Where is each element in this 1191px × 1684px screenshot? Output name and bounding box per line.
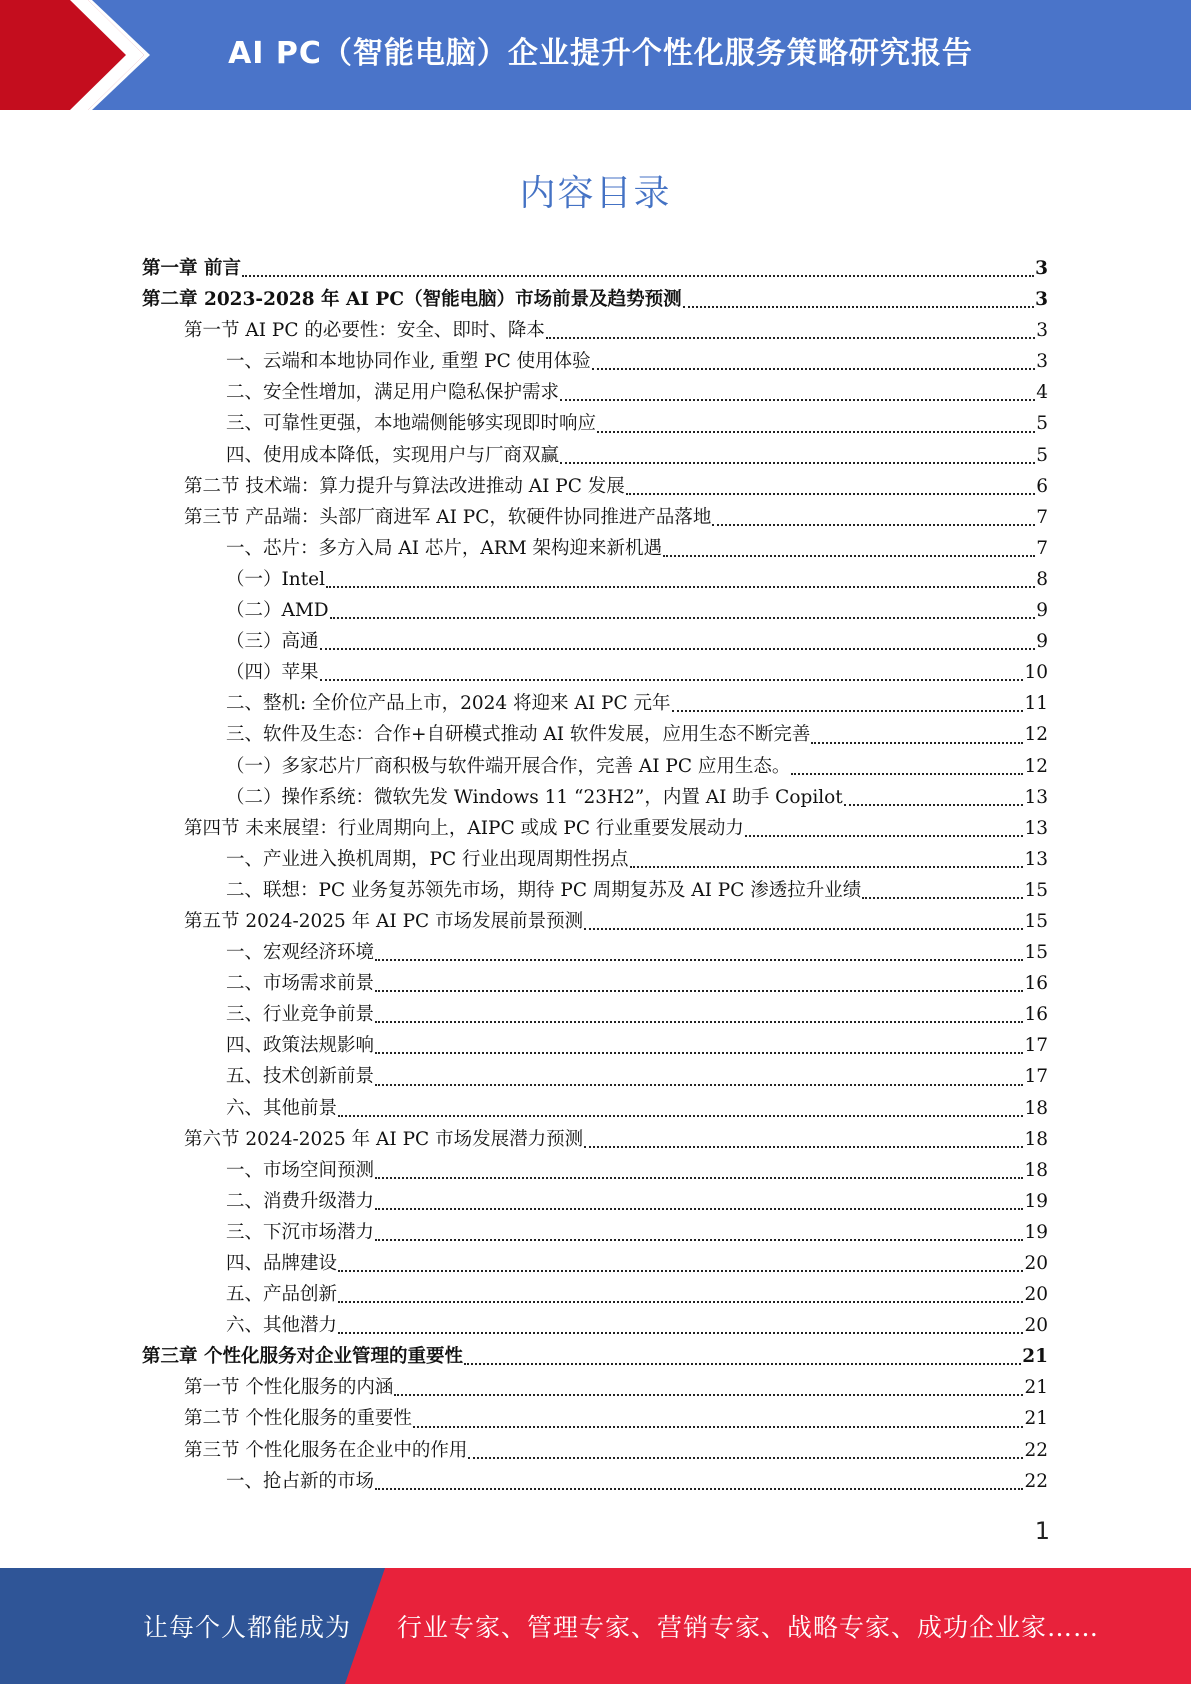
toc-entry-title: （二）AMD — [226, 600, 329, 622]
toc-dot-leader — [320, 679, 1024, 681]
toc-entry-title: 第三节 产品端：头部厂商进军 AI PC，软硬件协同推进产品落地 — [184, 506, 712, 528]
toc-entry-page: 13 — [1024, 786, 1048, 808]
toc-dot-leader — [844, 804, 1024, 806]
toc-entry-title: 第一节 个性化服务的内涵 — [184, 1377, 394, 1399]
toc-entry[interactable] — [142, 503, 1048, 534]
toc-entry-page: 16 — [1024, 973, 1048, 995]
toc-entry-title: 六、其他前景 — [226, 1097, 338, 1119]
toc-dot-leader — [672, 710, 1024, 712]
toc-entry[interactable] — [142, 409, 1048, 440]
toc-entry[interactable] — [142, 1000, 1048, 1031]
toc-entry-title: （二）操作系统：微软先发 Windows 11 “23H2”，内置 AI 助手 Copilot — [226, 786, 843, 808]
toc-dot-leader — [375, 1239, 1023, 1241]
toc-entry-title: 五、产品创新 — [226, 1284, 338, 1306]
toc-entry-title: 四、使用成本降低，实现用户与厂商双赢 — [226, 444, 560, 466]
toc-entry-page: 21 — [1022, 1346, 1048, 1368]
page-footer — [0, 1568, 1191, 1684]
toc-entry[interactable] — [142, 1342, 1048, 1373]
toc-entry-title: 第五节 2024-2025 年 AI PC 市场发展前景预测 — [184, 910, 584, 932]
toc-entry-page: 12 — [1024, 755, 1048, 777]
toc-entry-title: （一）多家芯片厂商积极与软件端开展合作，完善 AI PC 应用生态。 — [226, 755, 791, 777]
toc-entry-page: 19 — [1024, 1190, 1048, 1212]
toc-entry-page: 16 — [1024, 1004, 1048, 1026]
toc-dot-leader — [712, 524, 1035, 526]
toc-dot-leader — [630, 866, 1024, 868]
toc-dot-leader — [375, 1052, 1023, 1054]
toc-dot-leader — [597, 431, 1035, 433]
toc-entry[interactable] — [142, 1218, 1048, 1249]
toc-entry-page: 8 — [1036, 568, 1048, 590]
toc-entry-title: 第六节 2024-2025 年 AI PC 市场发展潜力预测 — [184, 1128, 584, 1150]
toc-entry-title: 第三章 个性化服务对企业管理的重要性 — [142, 1346, 463, 1368]
toc-entry-page: 9 — [1036, 631, 1048, 653]
toc-entry[interactable] — [142, 689, 1048, 720]
toc-dot-leader — [375, 1208, 1023, 1210]
toc-entry[interactable] — [142, 254, 1048, 285]
toc-dot-leader — [584, 1146, 1023, 1148]
toc-entry-page: 3 — [1035, 258, 1048, 279]
toc-dot-leader — [330, 617, 1036, 619]
toc-dot-leader — [242, 275, 1034, 277]
toc-dot-leader — [394, 1394, 1023, 1396]
toc-dot-leader — [338, 1115, 1023, 1117]
toc-entry[interactable] — [142, 1404, 1048, 1435]
toc-entry-title: 第一章 前言 — [142, 258, 241, 279]
toc-entry-page: 7 — [1036, 537, 1048, 559]
toc-entry-title: 二、安全性增加，满足用户隐私保护需求 — [226, 382, 560, 404]
toc-dot-leader — [375, 959, 1023, 961]
toc-entry-title: 一、芯片：多方入局 AI 芯片，ARM 架构迎来新机遇 — [226, 537, 663, 559]
toc-entry-title: 第二节 技术端：算力提升与算法改进推动 AI PC 发展 — [184, 475, 625, 497]
toc-entry[interactable] — [142, 347, 1048, 378]
toc-entry-title: 三、行业竞争前景 — [226, 1004, 375, 1026]
toc-entry-page: 6 — [1036, 475, 1048, 497]
footer-slogan-right: 行业专家、管理专家、营销专家、战略专家、成功企业家…… — [397, 1613, 1100, 1642]
toc-entry[interactable] — [142, 1280, 1048, 1311]
toc-entry-page: 17 — [1024, 1035, 1048, 1057]
toc-entry-page: 21 — [1024, 1408, 1048, 1430]
toc-entry[interactable] — [142, 814, 1048, 845]
toc-entry-page: 17 — [1024, 1066, 1048, 1088]
toc-entry[interactable] — [142, 1031, 1048, 1062]
toc-entry-page: 3 — [1036, 351, 1048, 373]
toc-entry-page: 20 — [1024, 1284, 1048, 1306]
toc-entry-page: 12 — [1024, 724, 1048, 746]
toc-dot-leader — [862, 897, 1023, 899]
toc-dot-leader — [683, 306, 1035, 308]
toc-entry-title: 三、可靠性更强，本地端侧能够实现即时响应 — [226, 413, 597, 435]
toc-entry-page: 21 — [1024, 1377, 1048, 1399]
toc-entry-page: 11 — [1024, 693, 1048, 715]
toc-title: 内容目录 — [519, 173, 672, 214]
toc-dot-leader — [584, 928, 1023, 930]
toc-entry[interactable] — [142, 658, 1048, 689]
toc-dot-leader — [560, 399, 1035, 401]
toc-dot-leader — [375, 1084, 1023, 1086]
toc-dot-leader — [375, 1177, 1023, 1179]
toc-entry[interactable] — [142, 1094, 1048, 1125]
page-number: 1 — [1034, 1517, 1050, 1545]
toc-dot-leader — [560, 462, 1035, 464]
toc-entry[interactable] — [142, 534, 1048, 565]
toc-entry[interactable] — [142, 596, 1048, 627]
toc-entry[interactable] — [142, 845, 1048, 876]
toc-entry[interactable] — [142, 441, 1048, 472]
toc-entry-title: （三）高通 — [226, 631, 319, 653]
toc-entry[interactable] — [142, 938, 1048, 969]
toc-entry[interactable] — [142, 472, 1048, 503]
toc-dot-leader — [338, 1301, 1023, 1303]
toc-entry-page: 22 — [1024, 1439, 1048, 1461]
toc-entry-page: 20 — [1024, 1315, 1048, 1337]
toc-entry-page: 18 — [1024, 1097, 1048, 1119]
toc-entry-title: （一）Intel — [226, 568, 326, 590]
toc-entry[interactable] — [142, 1125, 1048, 1156]
toc-entry[interactable] — [142, 1373, 1048, 1404]
toc-entry-page: 15 — [1024, 942, 1048, 964]
toc-entry-page: 10 — [1024, 662, 1048, 684]
toc-entry[interactable] — [142, 783, 1048, 814]
toc-entry-page: 3 — [1036, 320, 1048, 342]
table-of-contents — [142, 254, 1048, 1498]
toc-entry[interactable] — [142, 1311, 1048, 1342]
toc-entry-title: 一、抢占新的市场 — [226, 1470, 375, 1492]
toc-entry[interactable] — [142, 316, 1048, 347]
page-header — [0, 0, 1191, 110]
toc-dot-leader — [546, 337, 1035, 339]
toc-dot-leader — [626, 493, 1035, 495]
toc-entry[interactable] — [142, 627, 1048, 658]
toc-entry-title: 六、其他潜力 — [226, 1315, 338, 1337]
toc-entry-title: 二、联想：PC 业务复苏领先市场，期待 PC 周期复苏及 AI PC 渗透拉升业绩 — [226, 879, 862, 901]
toc-entry[interactable] — [142, 378, 1048, 409]
toc-dot-leader — [464, 1363, 1021, 1365]
toc-entry[interactable] — [142, 565, 1048, 596]
toc-entry-page: 19 — [1024, 1221, 1048, 1243]
toc-entry-title: 第一节 AI PC 的必要性：安全、即时、降本 — [184, 320, 545, 342]
toc-entry-page: 22 — [1024, 1470, 1048, 1492]
toc-entry[interactable] — [142, 1436, 1048, 1467]
toc-entry-title: 二、整机: 全价位产品上市，2024 将迎来 AI PC 元年 — [226, 693, 671, 715]
toc-entry-title: 五、技术创新前景 — [226, 1066, 375, 1088]
toc-entry-title: 第三节 个性化服务在企业中的作用 — [184, 1439, 468, 1461]
toc-entry-page: 18 — [1024, 1159, 1048, 1181]
toc-entry-page: 18 — [1024, 1128, 1048, 1150]
toc-entry-title: 一、云端和本地协同作业, 重塑 PC 使用体验 — [226, 351, 591, 373]
toc-dot-leader — [592, 368, 1036, 370]
toc-entry[interactable] — [142, 1062, 1048, 1093]
toc-entry-title: 第二节 个性化服务的重要性 — [184, 1408, 412, 1430]
toc-dot-leader — [413, 1426, 1024, 1428]
toc-entry-page: 9 — [1036, 600, 1048, 622]
toc-entry-page: 5 — [1036, 444, 1048, 466]
toc-entry[interactable] — [142, 1156, 1048, 1187]
toc-dot-leader — [375, 990, 1023, 992]
toc-entry-page: 3 — [1035, 289, 1048, 311]
toc-entry[interactable] — [142, 752, 1048, 783]
toc-dot-leader — [468, 1457, 1023, 1459]
footer-slogan-left: 让每个人都能成为 — [143, 1613, 352, 1642]
toc-entry-title: 二、消费升级潜力 — [226, 1190, 375, 1212]
toc-dot-leader — [791, 773, 1023, 775]
toc-entry-page: 7 — [1036, 506, 1048, 528]
toc-dot-leader — [811, 742, 1023, 744]
toc-entry[interactable] — [142, 1187, 1048, 1218]
toc-entry-page: 5 — [1036, 413, 1048, 435]
toc-entry-title: 第二章 2023-2028 年 AI PC（智能电脑）市场前景及趋势预测 — [142, 289, 682, 311]
toc-entry-title: 二、市场需求前景 — [226, 973, 375, 995]
toc-entry-page: 15 — [1024, 910, 1048, 932]
toc-entry-title: 一、产业进入换机周期，PC 行业出现周期性拐点 — [226, 848, 629, 870]
toc-entry-title: 四、品牌建设 — [226, 1253, 338, 1274]
toc-entry-title: 一、市场空间预测 — [226, 1159, 375, 1181]
toc-entry-page: 13 — [1024, 848, 1048, 870]
toc-entry-title: （四）苹果 — [226, 662, 319, 684]
toc-dot-leader — [338, 1270, 1023, 1272]
toc-dot-leader — [663, 555, 1035, 557]
toc-entry-page: 13 — [1024, 817, 1048, 839]
toc-entry[interactable] — [142, 1467, 1048, 1498]
toc-entry[interactable] — [142, 876, 1048, 907]
toc-entry[interactable] — [142, 285, 1048, 316]
toc-entry-page: 4 — [1036, 382, 1048, 404]
toc-entry-title: 四、政策法规影响 — [226, 1035, 375, 1057]
toc-dot-leader — [375, 1021, 1023, 1023]
toc-entry[interactable] — [142, 969, 1048, 1000]
toc-entry[interactable] — [142, 907, 1048, 938]
toc-entry-page: 15 — [1024, 879, 1048, 901]
toc-entry[interactable] — [142, 1249, 1048, 1280]
toc-dot-leader — [745, 835, 1024, 837]
toc-entry-title: 一、宏观经济环境 — [226, 942, 375, 964]
toc-dot-leader — [320, 648, 1036, 650]
toc-dot-leader — [326, 586, 1035, 588]
toc-dot-leader — [375, 1488, 1023, 1490]
toc-entry-title: 三、下沉市场潜力 — [226, 1221, 375, 1243]
toc-entry-title: 第四节 未来展望：行业周期向上，AIPC 或成 PC 行业重要发展动力 — [184, 817, 744, 839]
toc-entry-title: 三、软件及生态：合作+自研模式推动 AI 软件发展，应用生态不断完善 — [226, 724, 811, 746]
toc-entry[interactable] — [142, 720, 1048, 751]
header-title: AI PC（智能电脑）企业提升个性化服务策略研究报告 — [228, 36, 973, 71]
toc-dot-leader — [338, 1332, 1023, 1334]
toc-entry-page: 20 — [1024, 1253, 1048, 1274]
